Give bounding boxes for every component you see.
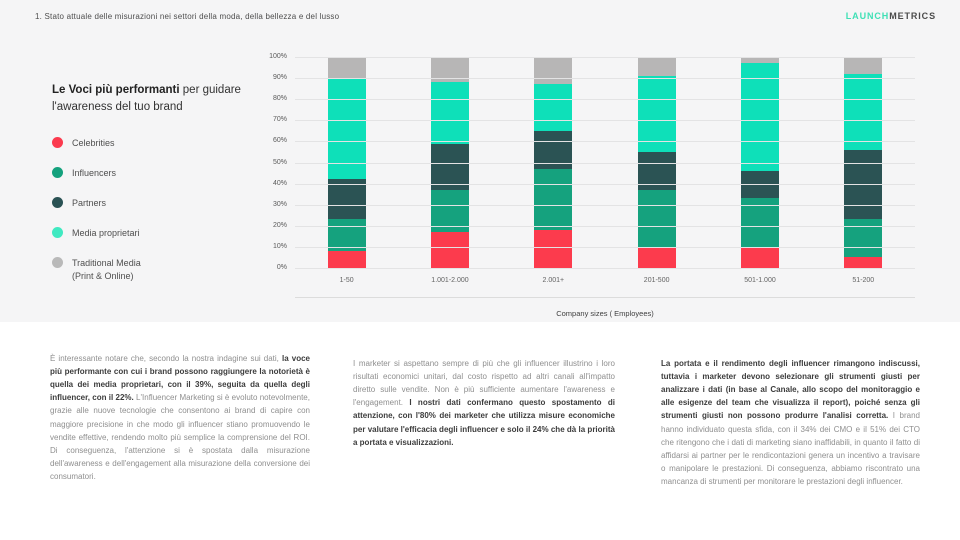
bar-segment-media-proprietari: [844, 74, 882, 150]
y-axis-tick-label: 0%: [276, 264, 287, 271]
page-title: 1. Stato attuale delle misurazioni nei settori della moda, della bellezza e del lusso: [35, 12, 340, 21]
y-axis-tick-label: 30%: [272, 200, 287, 208]
legend-item-traditional-media: [52, 257, 252, 283]
x-axis-category-label: 51-200: [852, 277, 875, 284]
y-axis-tick-label: 80%: [272, 95, 287, 103]
y-axis-tick-label: 70%: [272, 116, 287, 124]
bar-segment-media-proprietari: [431, 82, 469, 143]
legend-item-celebrities: [52, 137, 252, 150]
legend-item-media-proprietari: [52, 227, 252, 240]
gridline: [272, 137, 915, 145]
body-column-2: [353, 357, 615, 449]
legend-dot-icon: [52, 257, 63, 268]
legend-item-influencers: [52, 167, 252, 180]
x-axis-category-label: 501-1.000: [744, 277, 776, 284]
body-text: I brand hanno individuato questa sfida, con il 34% dei CMO e il 51% dei CTO che ritengono che i dati di marketing siano inaffidabili, in quanto il fatto di affidarsi ai partner per le rendicontazioni genera un incentivo a travisare o manipolare le prestazioni. Di conseguenza, abbiamo riscontrato una mancanza di strumenti per monitorare le prestazioni degli influencer.: [661, 411, 920, 486]
legend-dot-icon: [52, 227, 63, 238]
bar-segment-partners: [741, 171, 779, 198]
bar-segment-celebrities: [328, 251, 366, 268]
y-axis-tick-label: 40%: [272, 179, 287, 187]
gridline: [269, 53, 915, 60]
gridline: [272, 179, 915, 187]
y-axis-tick-label: 10%: [272, 242, 287, 250]
bar-segment-celebrities: [844, 257, 882, 268]
legend-dot-icon: [52, 197, 63, 208]
bar-segment-influencers: [534, 169, 572, 230]
bar-segment-celebrities: [741, 247, 779, 268]
gridline: [272, 200, 915, 208]
y-axis-tick-label: 20%: [272, 221, 287, 229]
y-axis-tick-label: 50%: [272, 158, 287, 166]
x-axis-category-label: 1-50: [339, 277, 354, 284]
body-text: È interessante notare che, secondo la nostra indagine sui dati,: [50, 354, 282, 363]
legend-item-label: Partners: [72, 197, 107, 208]
legend-item-label: Influencers: [72, 167, 117, 178]
x-axis-divider: [295, 297, 915, 298]
body-column-1: [50, 352, 310, 483]
legend-item-label: Celebrities: [72, 137, 115, 148]
body-text-bold: la voce più performante con cui i brand possono raggiungere la notorietà è quella dei media proprietari, con il 39%, seguita da quella degli influencer, con il 22%.: [50, 354, 310, 403]
legend-dot-icon: [52, 137, 63, 148]
body-text-bold: La portata e il rendimento degli influencer rimangono indiscussi, tuttavia i marketer devono selezionare gli strumenti giusti per analizzare i dati (in base al Canale, allo scopo del monitoraggio e alle esigenze del team che visualizza il report), poiché senza gli strumenti giusti non possono produrre l'analisi corretta.: [661, 359, 920, 421]
bar-segment-media-proprietari: [534, 84, 572, 130]
bar-segment-partners: [328, 179, 366, 219]
legend-title: [52, 82, 252, 117]
bar-segment-media-proprietari: [741, 63, 779, 171]
body-text-bold: I nostri dati confermano questo spostamento di attenzione, con l'80% dei marketer che utilizza misure economiche per valutare l'efficacia degli influencer e solo il 24% che dà la priorità a portata e visualizzazioni.: [353, 398, 616, 447]
y-axis-tick-label: 90%: [272, 74, 287, 82]
x-axis-category-label: 201-500: [643, 277, 670, 284]
chart-plot: [269, 53, 915, 271]
legend-title-bold: Le Voci più performanti: [52, 84, 180, 96]
gridline: [276, 264, 915, 271]
y-axis-tick-label: 60%: [272, 137, 287, 145]
bar-segment-celebrities: [638, 247, 676, 268]
bar-segment-influencers: [638, 190, 676, 247]
legend-item-label: Media proprietari: [72, 227, 140, 238]
y-axis-tick-label: 100%: [269, 53, 287, 60]
launchmetrics-logo: [846, 11, 936, 21]
gridline: [272, 95, 915, 103]
bar-segment-celebrities: [534, 230, 572, 268]
gridline: [272, 74, 915, 82]
body-text: I marketer si aspettano sempre di più che gli influencer illustrino i loro risultati economici unitari, dal costo rispetto ad altri canali all'impatto diretto sulle vendite. Non è più sufficiente aumentare l'awareness e l'engagement.: [353, 359, 615, 408]
legend-item-label: Traditional Media (Print & Online): [72, 257, 141, 281]
legend-item-partners: [52, 197, 252, 210]
body-column-3: [661, 357, 920, 488]
chart-legend: [52, 82, 252, 300]
bar-segment-traditional-media-print-online: [328, 57, 366, 78]
legend-dot-icon: [52, 167, 63, 178]
logo-text-launch: LAUNCH: [845, 11, 890, 21]
body-text: L'Influencer Marketing si è evoluto notevolmente, grazie alle nuove tecnologie che consentono ai brand di capire con maggiore precisione in che modo gli influencer stiano promuovendo le vendite effettive, rendendo molto più semplice la comprensione del ROI. Di conseguenza, l'attenzione si è spostata dalla misurazione dell'awareness e dell'engagement alla misurazione della conversione dei consumatori.: [50, 393, 310, 481]
bar-segment-traditional-media-print-online: [534, 57, 572, 84]
bar-segment-partners: [844, 150, 882, 220]
legend-title-rest: per guidare l'awareness del tuo brand: [52, 84, 241, 114]
bar-segment-traditional-media-print-online: [638, 57, 676, 76]
bar-segment-media-proprietari: [328, 78, 366, 179]
bar-segment-traditional-media-print-online: [844, 57, 882, 74]
x-axis-category-label: 1.001-2.000: [431, 277, 469, 284]
gridline: [272, 221, 915, 229]
legend-items: [52, 137, 252, 283]
logo-text-metrics: METRICS: [889, 11, 936, 21]
gridline: [272, 242, 915, 250]
bar-segment-celebrities: [431, 232, 469, 268]
gridline: [272, 116, 915, 124]
gridline: [272, 158, 915, 166]
x-axis-category-label: 2.001+: [542, 277, 565, 284]
stacked-bar-chart: [269, 53, 915, 318]
x-axis-labels: [295, 277, 915, 284]
x-axis-title: Company sizes ( Employees): [556, 309, 654, 318]
